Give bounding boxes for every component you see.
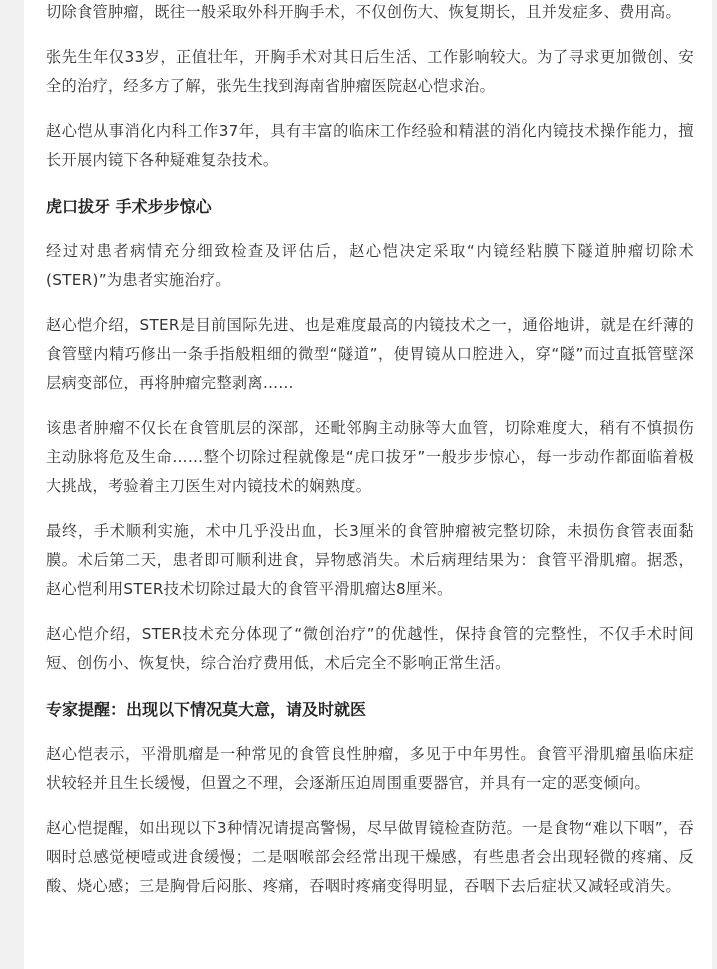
paragraph: 赵心恺从事消化内科工作37年，具有丰富的临床工作经验和精湛的消化内镜技术操作能力，擅长开展内镜下各种疑难复杂技术。 <box>46 122 694 169</box>
paragraph: 该患者肿瘤不仅长在食管肌层的深部，还毗邻胸主动脉等大血管，切除难度大，稍有不慎损伤主动脉将危及生命……整个切除过程就像是“虎口拔牙”一般步步惊心，每一步动作都面临着极大挑战，考验着主刀医生对内镜技术的娴熟度。 <box>46 419 694 495</box>
paragraph: 切除食管肿瘤，既往一般采取外科开胸手术，不仅创伤大、恢复期长，且并发症多、费用高。 <box>46 3 681 21</box>
paragraph: 赵心恺介绍，STER技术充分体现了“微创治疗”的优越性，保持食管的完整性，不仅手术时间短、创伤小、恢复快，综合治疗费用低，术后完全不影响正常生活。 <box>46 625 694 672</box>
article-body <box>46 0 694 917</box>
paragraph: 最终，手术顺利实施，术中几乎没出血，长3厘米的食管肿瘤被完整切除，未损伤食管表面黏膜。术后第二天，患者即可顺利进食，异物感消失。术后病理结果为：食管平滑肌瘤。据悉，赵心恺利用STER技术切除过最大的食管平滑肌瘤达8厘米。 <box>46 522 694 598</box>
paragraph: 经过对患者病情充分细致检查及评估后，赵心恺决定采取“内镜经粘膜下隧道肿瘤切除术(STER)”为患者实施治疗。 <box>46 242 694 289</box>
paragraph: 张先生年仅33岁，正值壮年，开胸手术对其日后生活、工作影响较大。为了寻求更加微创、安全的治疗，经多方了解，张先生找到海南省肿瘤医院赵心恺求治。 <box>46 48 694 95</box>
article-page <box>24 0 712 969</box>
section-heading: 虎口拔牙 手术步步惊心 <box>46 197 212 216</box>
paragraph: 赵心恺表示，平滑肌瘤是一种常见的食管良性肿瘤，多见于中年男性。食管平滑肌瘤虽临床症状较轻并且生长缓慢，但置之不理，会逐渐压迫周围重要器官，并具有一定的恶变倾向。 <box>46 745 694 792</box>
section-heading: 专家提醒：出现以下情况莫大意，请及时就医 <box>46 700 367 719</box>
paragraph: 赵心恺介绍，STER是目前国际先进、也是难度最高的内镜技术之一，通俗地讲，就是在纤薄的食管壁内精巧修出一条手指般粗细的微型“隧道”，使胃镜从口腔进入，穿“隧”而过直抵管壁深层病变部位，再将肿瘤完整剥离…… <box>46 316 694 392</box>
paragraph: 赵心恺提醒，如出现以下3种情况请提高警惕，尽早做胃镜检查防范。一是食物“难以下咽”，吞咽时总感觉梗噎或进食缓慢；二是咽喉部会经常出现干燥感，有些患者会出现轻微的疼痛、反酸、烧心感；三是胸骨后闷胀、疼痛，吞咽时疼痛变得明显，吞咽下去后症状又减轻或消失。 <box>46 819 694 895</box>
